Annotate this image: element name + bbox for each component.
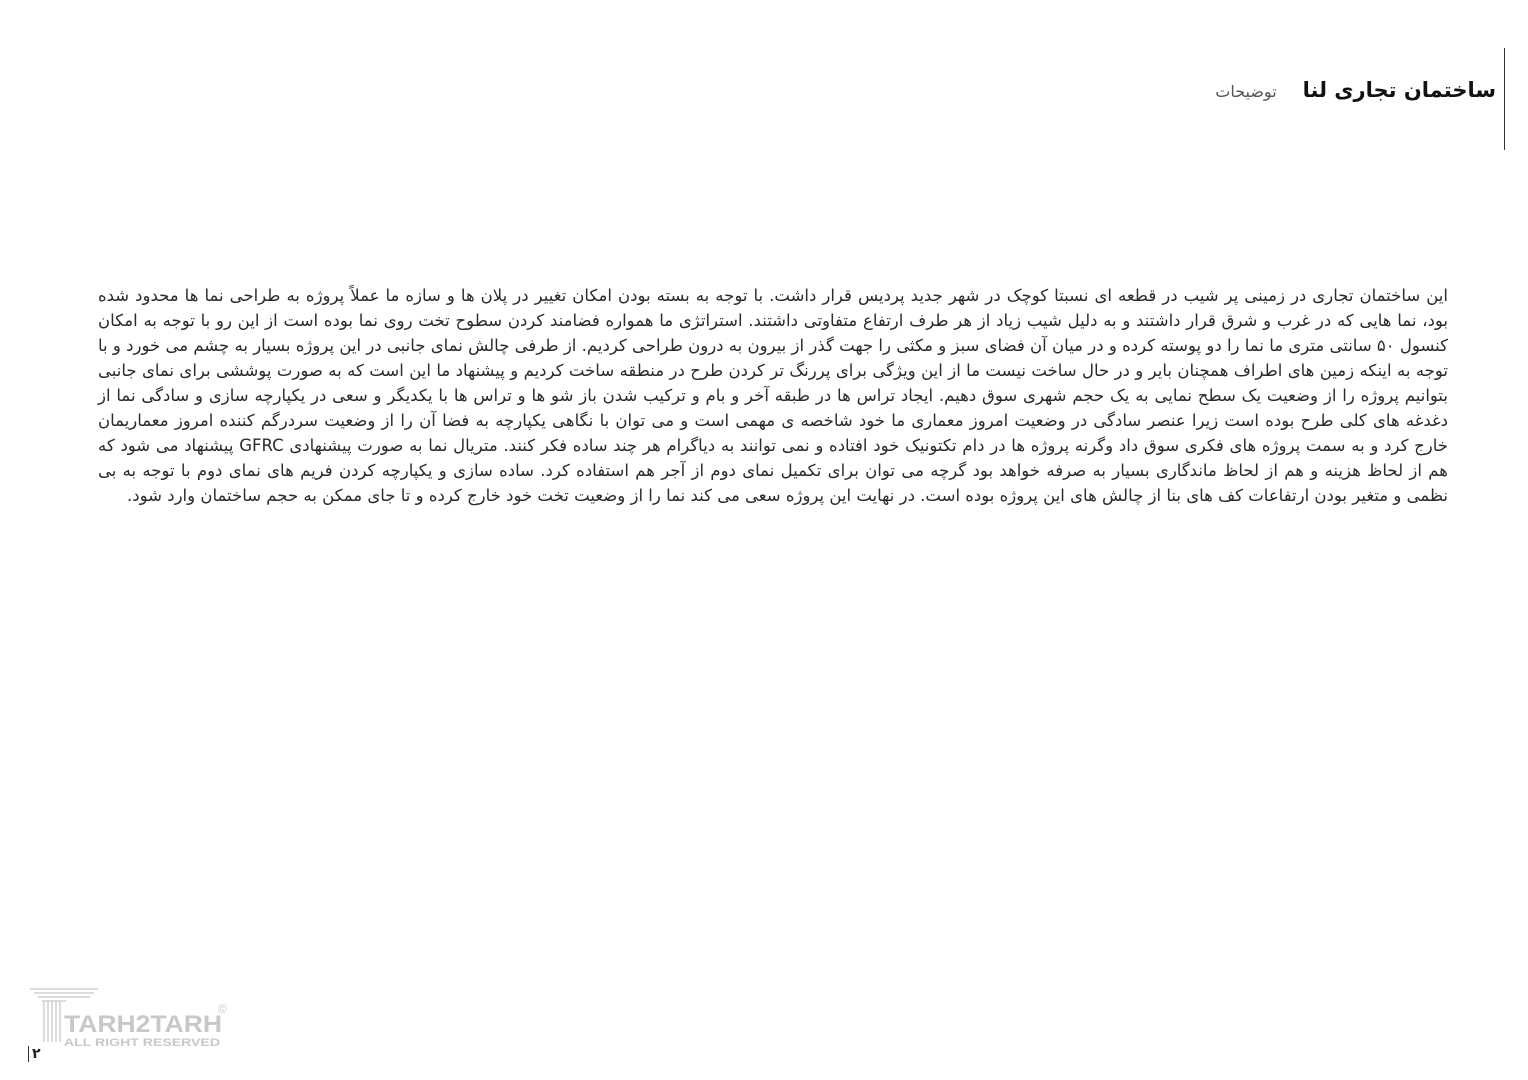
page-number: ۲ [28, 1046, 41, 1062]
header-divider [1504, 48, 1505, 150]
description-paragraph: این ساختمان تجاری در زمینی پر شیب در قطعه ای نسبتا کوچک در شهر جدید پردیس قرار داشت. با توجه به بسته بودن امکان تغییر در پلان ها و سازه ما عملاً پروژه به طراحی نما ها محدود شده بود، نما هایی که در غرب و شرق قرار داشتند و به دلیل شیب زیاد از هر طرف ارتفاع متفاوتی داشتند. استراتژی ما همواره فضامند کردن سطوح تخت روی نما بوده است از این رو با توجه به امکان کنسول ۵۰ سانتی متری ما نما را دو پوسته کرده و در میان آن فضای سبز و مکثی را جهت گذر از بیرون به درون طراحی کردیم. از طرفی چالش نمای جانبی در این پروژه بسیار به چشم می خورد و با توجه به اینکه زمین های اطراف همچنان بایر و در حال ساخت نیست ما از این ویژگی برای پررنگ تر کردن طرح در منطقه ساخت کردیم و پیشنهاد ما این است که به صورت پوششی برای نمای جانبی بتوانیم پروژه را از وضعیت یک سطح نمایی به یک حجم شهری سوق دهیم. ایجاد تراس ها در طبقه آخر و بام و ترکیب شدن باز شو ها و تراس ها با یکدیگر و سعی در یکپارچه سازی و سادگی نما از دغدغه های کلی طرح بوده است زیرا عنصر سادگی در وضعیت امروز معماری ما خود شاخصه ی مهمی است و می توان با نگاهی یکپارچه به فضا آن را از وضعیت سردرگم کننده امروز معماریمان خارج کرد و به سمت پروژه های فکری سوق داد وگرنه پروژه ها در دام تکتونیک خود افتاده و نمی توانند به دیاگرام هر چند ساده فکر کنند. متریال نما به صورت پیشنهادی GFRC پیشنهاد می شود که هم از لحاظ هزینه و هم از لحاظ ماندگاری بسیار به صرفه خواهد بود گرچه می توان برای تکمیل نمای دوم از آجر هم استفاده کرد. ساده سازی و یکپارچه کردن فریم های نمای دوم با توجه به بی نظمی و متغیر بودن ارتفاعات کف های بنا از چالش های این پروژه بوده است. در نهایت این پروژه سعی می کند نما را از وضعیت تخت خود خارج کرده و تا جای ممکن به حجم ساختمان وارد شود. [98, 286, 1449, 505]
page-subtitle: توضیحات [1215, 82, 1277, 101]
tarh2tarh-logo [26, 984, 236, 1052]
logo-brand-text: TARH2TARH [64, 1011, 222, 1038]
copyright-mark: © [218, 1002, 227, 1016]
page-header [1215, 78, 1496, 102]
page-title: ساختمان تجاری لنا [1302, 78, 1496, 102]
logo-tagline-text: ALL RIGHT RESERVED [64, 1037, 221, 1049]
